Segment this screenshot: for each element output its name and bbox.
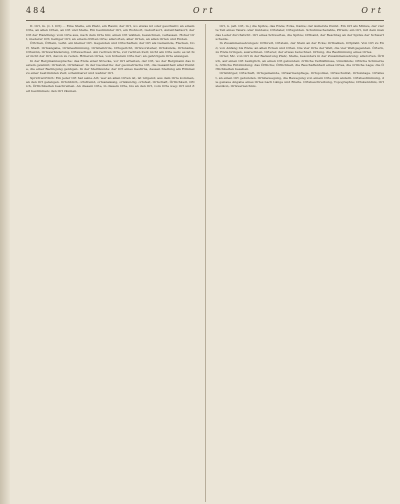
paragraph: Sprichwörtlich: Ein jeder Ort hat seine Art; wer an allen Orten ist, ist nirgend; aus dem Orte kommen, an den Ort gelangen. Ortsüblich, ortsfremd, ortsansässig, ortskundig, ortsfest, Ortschaft, Örtlichkeit, örtlich, Örtlichkeiten beschreiben. An diesem Orte, in diesem Orte, bis an den Ort, vom Orte weg; Ort und Zeit bestimmen; den Ort räumen.	[26, 75, 195, 93]
paragraph: Örtchen, Örtlein, verkl. ein kleiner Ort. Gegenden und Ortschaften; der Ort als Gemeinde, Flecken, Dorf, Stadt. Ortsangabe, Ortsbestimmung, Ortsbehörde, Ortsgericht, Ortsvorsteher, Ortskunde, Ortsname, Ortssinn, Ortsveränderung, Ortswechsel. Am rechten Orte, zur rechten Zeit; nicht am Orte sein; es ist hier nicht der Ort, davon zu reden. Höheren Ortes, von höherem Orte her; an gehörigem Orte anzeigen.	[26, 41, 195, 59]
paragraph: Ort, n. (alt. Ort, m.) die Spitze, das Ende; Ecke, Kante; der äußerste Punkt. Ein Ort als Münze, der vierte Teil eines Talers oder Guldens; Ortstaler, Ortsgulden. Schuhmacherahle, Pfriem; ein Ort, mit dem man das Leder durchsticht. Ort eines Schwertes, die Spitze; Ortband, der Beschlag an der Spitze der Schwertscheide.	[215, 24, 384, 41]
running-header	[26, 6, 384, 18]
paragraph: In der Bergmannssprache: das Ende einer Strecke, vor Ort arbeiten, der Ort, wo der Bergmann das Gestein gewinnt; Ortsstoß, Ortshauer. In der Geometrie: der geometrische Ort, die Gesamtheit aller Punkte, die einer Bedingung genügen. In der Sternkunde: der Ort eines Gestirns, dessen Stellung am Himmel zu einer bestimmten Zeit; scheinbarer und wahrer Ort.	[26, 58, 195, 76]
paragraph: Ortsbürger, Ortschaft, Ortsgemeinde, Ortsarmenpflege, Ortspolizei, Ortsschulrat, Ortszulage. Ortsfest, an einen Ort gebunden. Ortsbewegung, die Bewegung von einem Orte zum andern. Ortsbestimmung, die genaue Angabe eines Ortes nach Länge und Breite. Ortsbeschreibung, Topographie; Ortskenntnis, Ortslexikon, Ortsverzeichnis.	[215, 71, 384, 89]
paragraph: II. Ort, m. (v. I. Ort) ... Eine Stelle, ein Platz, ein Raum; der Ort, wo etwas ist oder geschieht; an einem Orte, an allen Orten, an Ort und Stelle. Ein bestimmter Ort, ein Wohnort, Geburtsort, Aufenthaltsort; der Ort der Handlung; vom Orte aus, nach dem Orte hin; einen Ort wählen, bezeichnen, verlassen. Hoher Ort, niederer Ort; heiliger Ort; an einem dritten Orte; allerorten, aller Orten, an allen Orten und Enden.	[26, 24, 195, 41]
column-divider	[205, 24, 206, 502]
page-number: 484	[26, 6, 48, 15]
right-running-head: Ort	[361, 6, 384, 15]
paragraph: In Zusammensetzungen: Ortbrett, Ortstein, der Stein an der Ecke; Ortbalken, Ortpfahl. Von Ort zu End, von Anfang bis Ende; an allen Ecken und Orten. Die vier Orte der Welt, die vier Weltgegenden. Örtern, zu Ende bringen, ausrechnen. Orterer, der etwas berechnet. Ortung, die Bestimmung eines Ortes.	[215, 41, 384, 54]
paragraph: Orter, Mz. von Ort in der Bedeutung Platz, Stelle, besonders in der Zusammensetzung: allerorten. Örtlich, auf einen Ort bezüglich, an einen Ort gebunden; örtliche Verhältnisse, Umstände; örtliche Schmerzen, örtliche Entzündung; das Örtliche; Örtlichkeit, die Beschaffenheit eines Ortes, die örtliche Lage; die Örtlichkeiten besehen.	[215, 54, 384, 72]
left-running-head: Ort	[193, 6, 216, 15]
column-right	[216, 24, 385, 502]
header-rule	[26, 20, 384, 21]
page-spine-shadow	[0, 0, 10, 504]
text-columns	[26, 24, 384, 502]
column-left	[26, 24, 195, 502]
